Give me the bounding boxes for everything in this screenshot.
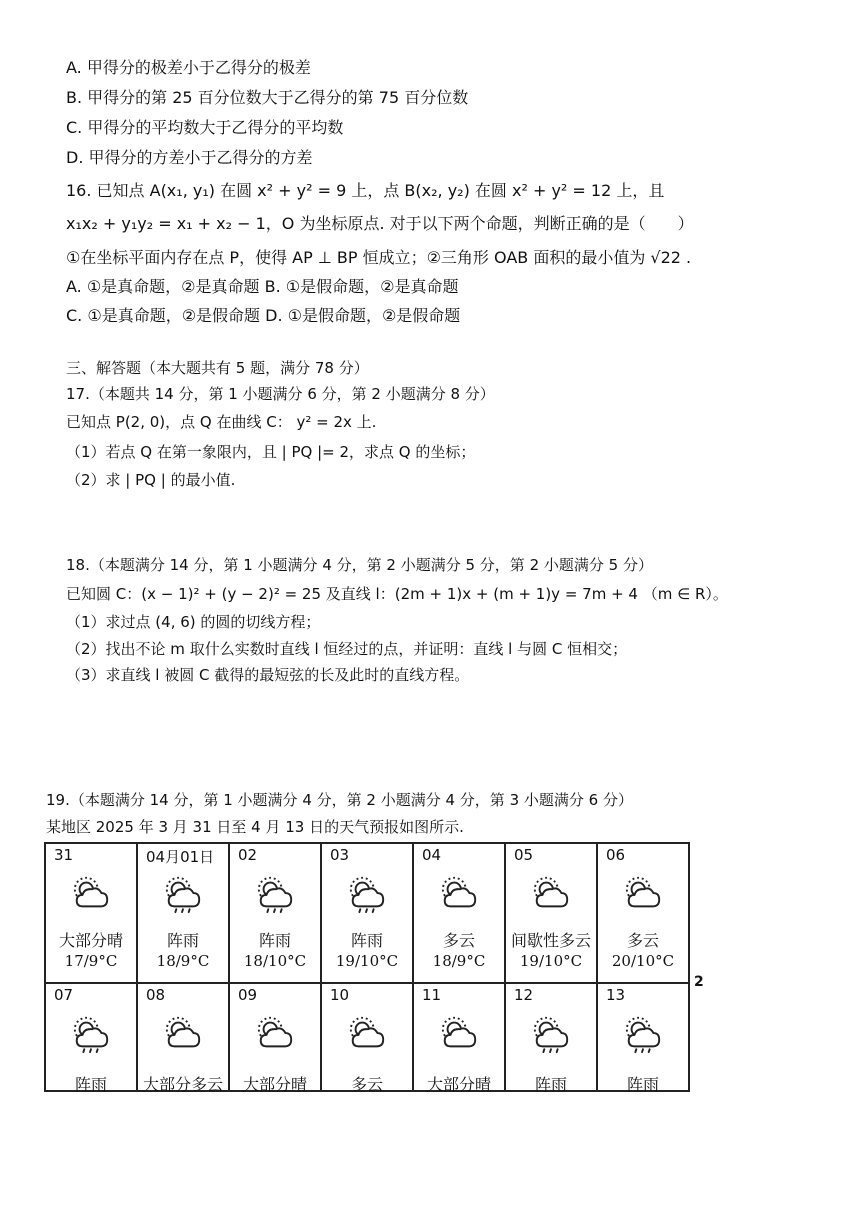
q16-stem-line2: x₁x₂ + y₁y₂ = x₁ + x₂ − 1，O 为坐标原点. 对于以下两个命题，判断正确的是（ ）	[66, 214, 694, 233]
rain-icon	[347, 874, 387, 914]
weather-cell	[228, 982, 322, 1092]
weather-temperature: 18/10°C	[243, 952, 307, 970]
q15-option-d: D. 甲得分的方差小于乙得分的方差	[66, 148, 313, 167]
weather-temperature: 18/9°C	[432, 952, 486, 970]
sun-cloud-icon	[255, 1014, 295, 1054]
weather-date: 02	[238, 846, 258, 864]
q15-option-b: B. 甲得分的第 25 百分位数大于乙得分的第 75 百分位数	[66, 88, 469, 107]
weather-cell	[596, 842, 690, 984]
weather-condition: 多云	[350, 1075, 383, 1094]
weather-date: 12	[514, 986, 534, 1004]
weather-cell	[504, 982, 598, 1092]
rain-icon	[623, 1014, 663, 1054]
q18-part-2: （2）找出不论 m 取什么实数时直线 l 恒经过的点，并证明：直线 l 与圆 C 恒相交；	[66, 640, 628, 658]
weather-cell	[44, 842, 138, 984]
weather-temperature: 19/10°C	[335, 952, 399, 970]
q17-header: 17.（本题共 14 分，第 1 小题满分 6 分，第 2 小题满分 8 分）	[66, 385, 495, 403]
weather-condition: 间歇性多云	[510, 931, 591, 950]
q16-options-ab: A. ①是真命题，②是真命题 B. ①是假命题，②是真命题	[66, 277, 459, 296]
weather-date: 03	[330, 846, 350, 864]
cloud-icon	[163, 1014, 203, 1054]
weather-date: 06	[606, 846, 626, 864]
weather-date: 07	[54, 986, 74, 1004]
weather-condition: 阵雨	[258, 931, 291, 950]
weather-condition: 阵雨	[534, 1075, 567, 1094]
q17-given: 已知点 P(2, 0)，点 Q 在曲线 C： y² = 2x 上.	[66, 413, 377, 431]
cloud-icon	[347, 1014, 387, 1054]
weather-cell	[136, 842, 230, 984]
weather-temperature: 20/10°C	[611, 952, 675, 970]
weather-condition: 大部分多云	[142, 1075, 223, 1094]
section-3-title: 三、解答题（本大题共有 5 题，满分 78 分）	[66, 359, 369, 377]
weather-cell	[412, 982, 506, 1092]
weather-condition: 阵雨	[166, 931, 199, 950]
q18-part-1: （1）求过点 (4, 6) 的圆的切线方程；	[66, 613, 321, 631]
rain-icon	[71, 1014, 111, 1054]
weather-condition: 大部分晴	[242, 1075, 307, 1094]
weather-cell	[412, 842, 506, 984]
weather-date: 09	[238, 986, 258, 1004]
rain-icon	[255, 874, 295, 914]
q19-header: 19.（本题满分 14 分，第 1 小题满分 4 分，第 2 小题满分 4 分，第 3 小题满分 6 分）	[46, 791, 633, 809]
weather-temperature: 18/9°C	[156, 952, 210, 970]
weather-temperature: 17/9°C	[64, 952, 118, 970]
weather-condition: 阵雨	[74, 1075, 107, 1094]
weather-cell	[320, 982, 414, 1092]
weather-condition: 阵雨	[626, 1075, 659, 1094]
q16-options-cd: C. ①是真命题，②是假命题 D. ①是假命题，②是假命题	[66, 306, 461, 325]
weather-condition: 阵雨	[350, 931, 383, 950]
cloud-icon	[439, 874, 479, 914]
q17-part-1: （1）若点 Q 在第一象限内，且 | PQ |= 2，求点 Q 的坐标；	[66, 443, 476, 461]
rain-icon	[531, 1014, 571, 1054]
sun-cloud-icon	[439, 1014, 479, 1054]
cloud-icon	[623, 874, 663, 914]
sun-cloud-icon	[531, 874, 571, 914]
weather-condition: 多云	[442, 931, 475, 950]
weather-condition: 大部分晴	[58, 931, 123, 950]
q16-stem-line1: 16. 已知点 A(x₁, y₁) 在圆 x² + y² = 9 上，点 B(x₂, y₂) 在圆 x² + y² = 12 上，且	[66, 181, 665, 200]
page-number: 2	[694, 974, 704, 990]
weather-date: 08	[146, 986, 166, 1004]
weather-date: 31	[54, 846, 74, 864]
q15-option-c: C. 甲得分的平均数大于乙得分的平均数	[66, 118, 344, 137]
weather-temperature: 19/10°C	[519, 952, 583, 970]
weather-date: 13	[606, 986, 626, 1004]
q19-intro: 某地区 2025 年 3 月 31 日至 4 月 13 日的天气预报如图所示.	[46, 818, 464, 836]
weather-date: 10	[330, 986, 350, 1004]
weather-date: 04	[422, 846, 442, 864]
weather-cell	[504, 842, 598, 984]
sun-cloud-icon	[71, 874, 111, 914]
q16-stem-line3: ①在坐标平面内存在点 P，使得 AP ⊥ BP 恒成立；②三角形 OAB 面积的最小值为 √22 .	[66, 248, 692, 267]
weather-date: 04月01日	[146, 848, 215, 866]
weather-cell	[136, 982, 230, 1092]
weather-condition: 大部分晴	[426, 1075, 491, 1094]
q18-part-3: （3）求直线 l 被圆 C 截得的最短弦的长及此时的直线方程。	[66, 666, 470, 684]
weather-cell	[44, 982, 138, 1092]
q18-header: 18.（本题满分 14 分，第 1 小题满分 4 分，第 2 小题满分 5 分，第 2 小题满分 5 分）	[66, 556, 653, 574]
weather-cell	[320, 842, 414, 984]
weather-date: 11	[422, 986, 442, 1004]
weather-date: 05	[514, 846, 534, 864]
weather-cell	[228, 842, 322, 984]
rain-icon	[163, 874, 203, 914]
q17-part-2: （2）求 | PQ | 的最小值.	[66, 471, 236, 489]
q18-given: 已知圆 C：(x − 1)² + (y − 2)² = 25 及直线 l：(2m + 1)x + (m + 1)y = 7m + 4 （m ∈ R）。	[66, 585, 728, 603]
weather-cell	[596, 982, 690, 1092]
weather-condition: 多云	[626, 931, 659, 950]
q15-option-a: A. 甲得分的极差小于乙得分的极差	[66, 58, 311, 77]
